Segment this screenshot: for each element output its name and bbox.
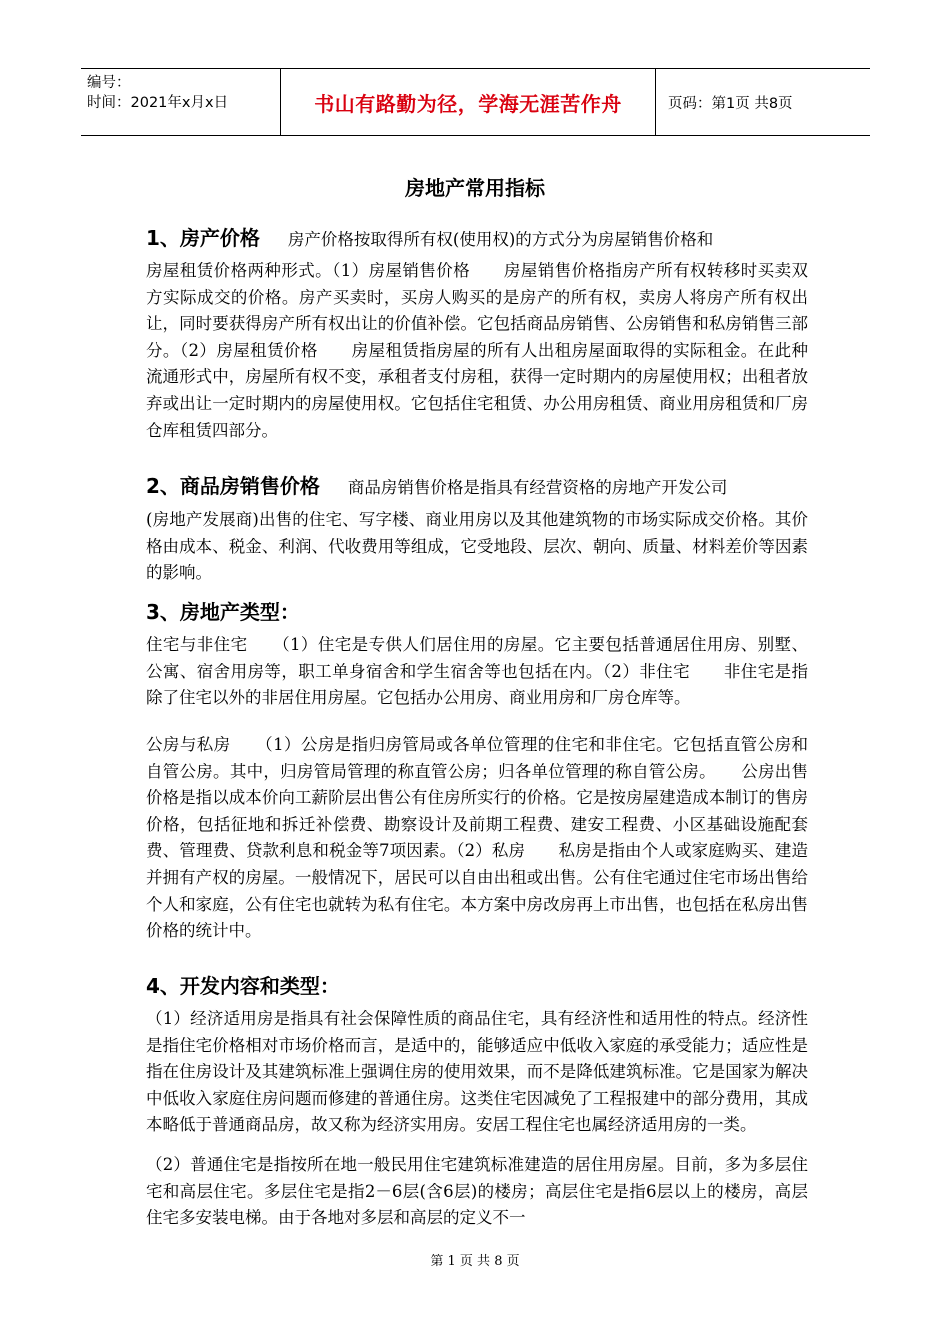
section-heading-2 bbox=[146, 470, 826, 499]
section-lead: 房产价格按取得所有权(使用权)的方式分为房屋销售价格和 bbox=[287, 230, 714, 249]
section-title: 1、房产价格 bbox=[146, 226, 260, 250]
section-heading-1 bbox=[146, 222, 826, 251]
section-title: 4、开发内容和类型： bbox=[146, 974, 340, 998]
section-title: 3、房地产类型： bbox=[146, 600, 300, 624]
number-label: 编号： bbox=[87, 75, 131, 91]
header-motto-cell bbox=[281, 69, 656, 135]
section-title: 2、商品房销售价格 bbox=[146, 474, 320, 498]
header-motto: 书山有路勤为径，学海无涯苦作舟 bbox=[314, 91, 622, 116]
page-title: 房地产常用指标 bbox=[405, 176, 545, 200]
header-meta bbox=[81, 69, 281, 135]
section-body-2: (房地产发展商)出售的住宅、写字楼、商业用房以及其他建筑物的市场实际成交价格。其价格由成本、税金、利润、代收费用等组成，它受地段、层次、朝向、质量、材料差价等因素的影响。 bbox=[146, 510, 808, 583]
section-heading-4 bbox=[146, 970, 826, 999]
header-page-info: 页码：第1页 共8页 bbox=[668, 95, 793, 112]
section-body-1: 房屋租赁价格两种形式。（1）房屋销售价格 房屋销售价格指房产所有权转移时买卖双方实际成交的价格。房产买卖时，买房人购买的是房产的所有权，卖房人将房产所有权出让，同时要获得房产所有权出让的价值补偿。它包括商品房销售、公房销售和私房销售三部分。（2）房屋租赁价格 房屋租赁指房屋的所有人出租房屋面取得的实际租金。在此种流通形式中，房屋所有权不变，承租者支付房租，获得一定时期内的房屋使用权；出租者放弃或出让一定时期内的房屋使用权。它包括住宅租赁、办公用房租赁、商业用房租赁和厂房仓库租赁四部分。 bbox=[146, 261, 808, 440]
page-footer: 第 1 页 共 8 页 bbox=[430, 1254, 520, 1269]
document-header bbox=[81, 68, 870, 136]
date-label: 时间：2021年x月x日 bbox=[87, 95, 229, 111]
section-body-3b: 公房与私房 （1）公房是指归房管局或各单位管理的住宅和非住宅。它包括直管公房和自管公房。其中，归房管局管理的称直管公房；归各单位管理的称自管公房。 公房出售价格是指以成本价向工薪阶层出售公有住房所实行的价格。它是按房屋建造成本制订的售房价格，包括征地和拆迁补偿费、勘察设计及前期工程费、建安工程费、小区基础设施配套费、管理费、贷款利息和税金等7项因素。（2）私房 私房是指由个人或家庭购买、建造并拥有产权的房屋。一般情况下，居民可以自由出租或出售。公有住宅通过住宅市场出售给个人和家庭，公有住宅也就转为私有住宅。本方案中房改房再上市出售，也包括在私房出售价格的统计中。 bbox=[146, 735, 808, 941]
section-body-4b: （2）普通住宅是指按所在地一般民用住宅建筑标准建造的居住用房屋。目前，多为多层住宅和高层住宅。多层住宅是指2－6层(含6层)的楼房；高层住宅是指6层以上的楼房，高层住宅多安装电梯。由于各地对多层和高层的定义不一 bbox=[146, 1155, 808, 1228]
section-lead: 商品房销售价格是指具有经营资格的房地产开发公司 bbox=[347, 478, 728, 497]
section-body-3a: 住宅与非住宅 （1）住宅是专供人们居住用的房屋。它主要包括普通居住用房、别墅、公寓、宿舍用房等，职工单身宿舍和学生宿舍等也包括在内。（2）非住宅 非住宅是指除了住宅以外的非居住用房屋。它包括办公用房、商业用房和厂房仓库等。 bbox=[146, 635, 808, 708]
section-heading-3 bbox=[146, 596, 826, 625]
section-body-4a: （1）经济适用房是指具有社会保障性质的商品住宅，具有经济性和适用性的特点。经济性是指住宅价格相对市场价格而言，是适中的，能够适应中低收入家庭的承受能力；适应性是指在住房设计及其建筑标准上强调住房的使用效果，而不是降低建筑标准。它是国家为解决中低收入家庭住房问题而修建的普通住房。这类住宅因减免了工程报建中的部分费用，其成本略低于普通商品房，故又称为经济实用房。安居工程住宅也属经济适用房的一类。 bbox=[146, 1009, 808, 1135]
